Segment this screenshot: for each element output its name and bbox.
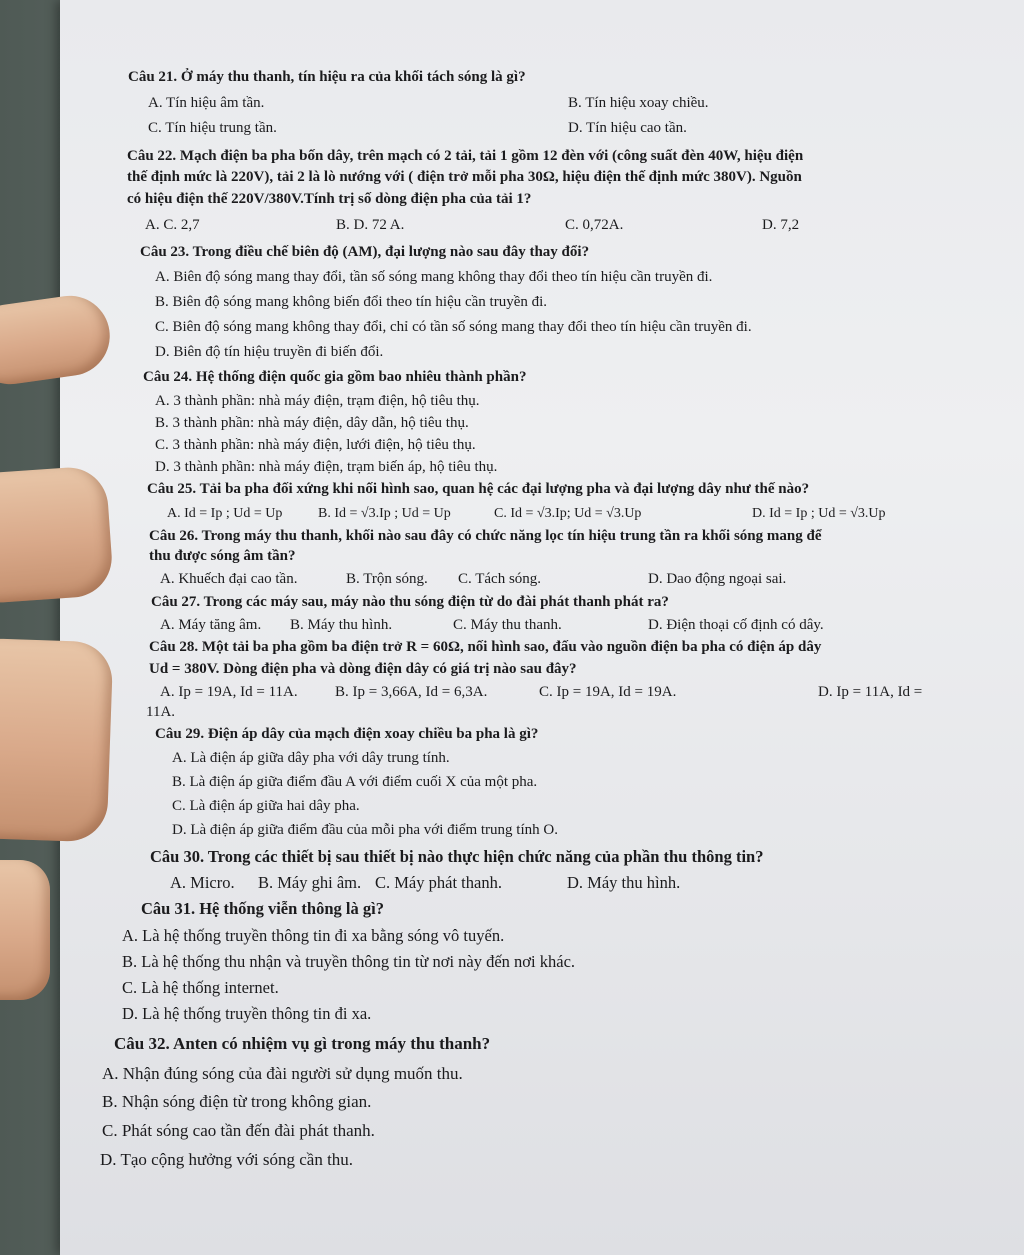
- q25-stem: Câu 25. Tải ba pha đối xứng khi nối hình sao, quan hệ các đại lượng pha và đại lượng dây như thế nào?: [147, 481, 810, 497]
- q21-option-b: B. Tín hiệu xoay chiều.: [568, 95, 709, 111]
- q31-stem: Câu 31. Hệ thống viễn thông là gì?: [141, 899, 384, 918]
- q26-line-2: thu được sóng âm tần?: [149, 548, 296, 564]
- q22-option-a: A. C. 2,7: [145, 217, 200, 233]
- q31-option-c: C. Là hệ thống internet.: [122, 978, 279, 997]
- q22-line-2: thế định mức là 220V), tải 2 là lò nướng với ( điện trở mỗi pha 30Ω, hiệu điện thế định mức 380V). Nguồn: [127, 169, 802, 185]
- q32-option-a: A. Nhận đúng sóng của đài người sử dụng muốn thu.: [102, 1064, 463, 1083]
- q26-option-a: A. Khuếch đại cao tần.: [160, 571, 298, 587]
- q30-option-b: B. Máy ghi âm.: [258, 873, 362, 892]
- q27-option-d: D. Điện thoại cố định có dây.: [648, 617, 824, 633]
- q23-option-c: C. Biên độ sóng mang không thay đổi, chỉ có tần số sóng mang thay đổi theo tín hiệu cần truyền đi.: [155, 319, 752, 335]
- q29-option-d: D. Là điện áp giữa điểm đầu của mỗi pha với điểm trung tính O.: [172, 822, 558, 838]
- q32-option-c: C. Phát sóng cao tần đến đài phát thanh.: [102, 1121, 375, 1140]
- q21-option-a: A. Tín hiệu âm tần.: [148, 95, 265, 111]
- q30-option-c: C. Máy phát thanh.: [375, 873, 502, 892]
- q23-option-d: D. Biên độ tín hiệu truyền đi biến đổi.: [155, 344, 384, 360]
- q32-option-b: B. Nhận sóng điện từ trong không gian.: [102, 1092, 372, 1111]
- q30-option-d: D. Máy thu hình.: [567, 873, 681, 892]
- q24-option-b: B. 3 thành phần: nhà máy điện, dây dẫn, hộ tiêu thụ.: [155, 415, 469, 431]
- q28-line-1: Câu 28. Một tải ba pha gồm ba điện trở R = 60Ω, nối hình sao, đấu vào nguồn điện ba pha có điện áp dây: [149, 639, 822, 655]
- q26-option-d: D. Dao động ngoại sai.: [648, 571, 787, 587]
- q24-option-c: C. 3 thành phần: nhà máy điện, lưới điện, hộ tiêu thụ.: [155, 437, 476, 453]
- q22-option-b: B. D. 72 A.: [336, 217, 405, 233]
- q23-option-a: A. Biên độ sóng mang thay đổi, tần số sóng mang không thay đổi theo tín hiệu cần truyền đi.: [155, 269, 713, 285]
- q28-option-d-continued: 11A.: [146, 704, 176, 720]
- q21-stem: Câu 21. Ở máy thu thanh, tín hiệu ra của khối tách sóng là gì?: [128, 69, 526, 85]
- q25-option-c: C. Id = √3.Ip; Ud = √3.Up: [494, 506, 642, 521]
- q28-option-b: B. Ip = 3,66A, Id = 6,3A.: [335, 684, 488, 700]
- q21-option-d: D. Tín hiệu cao tần.: [568, 120, 687, 136]
- q31-option-b: B. Là hệ thống thu nhận và truyền thông tin từ nơi này đến nơi khác.: [122, 952, 576, 971]
- q25-option-b: B. Id = √3.Ip ; Ud = Up: [318, 506, 451, 521]
- q32-option-d: D. Tạo cộng hưởng với sóng cần thu.: [100, 1150, 354, 1169]
- q29-option-a: A. Là điện áp giữa dây pha với dây trung tính.: [172, 750, 450, 766]
- q29-stem: Câu 29. Điện áp dây của mạch điện xoay chiều ba pha là gì?: [155, 726, 539, 742]
- q29-option-b: B. Là điện áp giữa điểm đầu A với điểm cuối X của một pha.: [172, 774, 538, 790]
- q24-option-d: D. 3 thành phần: nhà máy điện, trạm biến áp, hộ tiêu thụ.: [155, 459, 498, 475]
- q26-line-1: Câu 26. Trong máy thu thanh, khối nào sau đây có chức năng lọc tín hiệu trung tần ra khối sóng mang để: [149, 528, 822, 544]
- q26-option-b: B. Trộn sóng.: [346, 571, 428, 587]
- q31-option-d: D. Là hệ thống truyền thông tin đi xa.: [122, 1004, 372, 1023]
- q31-option-a: A. Là hệ thống truyền thông tin đi xa bằng sóng vô tuyến.: [122, 926, 505, 945]
- q25-option-d: D. Id = Ip ; Ud = √3.Up: [752, 506, 886, 521]
- q27-option-b: B. Máy thu hình.: [290, 617, 393, 633]
- q28-option-c: C. Ip = 19A, Id = 19A.: [539, 684, 677, 700]
- q27-option-c: C. Máy thu thanh.: [453, 617, 562, 633]
- q24-stem: Câu 24. Hệ thống điện quốc gia gồm bao nhiêu thành phần?: [143, 369, 527, 385]
- q21-option-c: C. Tín hiệu trung tần.: [148, 120, 277, 136]
- q25-option-a: A. Id = Ip ; Ud = Up: [167, 506, 283, 521]
- q24-option-a: A. 3 thành phần: nhà máy điện, trạm điện, hộ tiêu thụ.: [155, 393, 480, 409]
- q23-option-b: B. Biên độ sóng mang không biến đổi theo tín hiệu cần truyền đi.: [155, 294, 548, 310]
- q28-option-d: D. Ip = 11A, Id =: [818, 684, 923, 700]
- q27-stem: Câu 27. Trong các máy sau, máy nào thu sóng điện từ do đài phát thanh phát ra?: [151, 594, 669, 610]
- q30-option-a: A. Micro.: [170, 873, 235, 892]
- q30-stem: Câu 30. Trong các thiết bị sau thiết bị nào thực hiện chức năng của phần thu thông tin?: [150, 847, 764, 866]
- q22-option-c: C. 0,72A.: [565, 217, 624, 233]
- q29-option-c: C. Là điện áp giữa hai dây pha.: [172, 798, 360, 814]
- q32-stem: Câu 32. Anten có nhiệm vụ gì trong máy thu thanh?: [114, 1034, 491, 1053]
- q26-option-c: C. Tách sóng.: [458, 571, 542, 587]
- q22-option-d: D. 7,2: [762, 217, 800, 233]
- q23-stem: Câu 23. Trong điều chế biên độ (AM), đại lượng nào sau đây thay đổi?: [140, 244, 590, 260]
- q22-line-3: có hiệu điện thế 220V/380V.Tính trị số dòng điện pha của tải 1?: [127, 191, 532, 207]
- q22-line-1: Câu 22. Mạch điện ba pha bốn dây, trên mạch có 2 tải, tải 1 gồm 12 đèn với (công suất đèn 40W, hiệu điện: [127, 148, 804, 164]
- q27-option-a: A. Máy tăng âm.: [160, 617, 262, 633]
- q28-line-2: Ud = 380V. Dòng điện pha và dòng điện dây có giá trị nào sau đây?: [149, 661, 577, 677]
- q28-option-a: A. Ip = 19A, Id = 11A.: [160, 684, 298, 700]
